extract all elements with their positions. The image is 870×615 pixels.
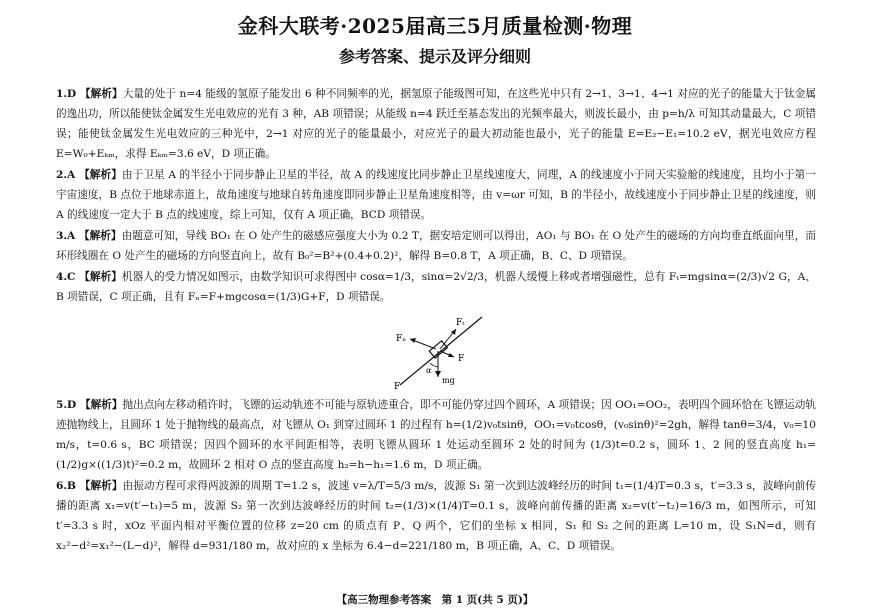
answer-item-6 bbox=[56, 476, 816, 556]
page-footer: 【高三物理参考答案 第 1 页(共 5 页)】 bbox=[336, 594, 534, 606]
answer-body bbox=[56, 84, 816, 556]
answer-tag: 2.A 【解析】 bbox=[56, 169, 122, 181]
answer-item-2 bbox=[56, 165, 816, 225]
figure-label-alpha: α bbox=[426, 366, 432, 375]
answer-tag: 3.A 【解析】 bbox=[56, 230, 122, 242]
figure-label-f-bottom: F bbox=[394, 382, 401, 391]
answer-tag: 4.C 【解析】 bbox=[56, 271, 122, 283]
answer-tag: 1.D 【解析】 bbox=[56, 88, 123, 100]
figure-label-fn: Fₙ bbox=[396, 334, 407, 344]
page-title: 金科大联考·2025届高三5月质量检测·物理 bbox=[237, 14, 633, 38]
answer-item-1 bbox=[56, 84, 816, 164]
page-subtitle: 参考答案、提示及评分细则 bbox=[338, 47, 531, 66]
answer-tag: 6.B 【解析】 bbox=[56, 480, 123, 492]
arrow-head bbox=[435, 371, 441, 377]
answer-text: 由振动方程可求得两波源的周期 T=1.2 s，波速 v=λ/T=5/3 m/s，波源 S₁ 第一次到达波峰经历的时间 t₁=(1/4)T=0.3 s，t′=3.3 s，波峰向前传播的距离 x₁=v(t′−t₁)=5 m，波源 S₂ 第一次到达波峰经历的时间 t₂=(1/3)×(1/4)T=0.1 s，波峰向前传播的距离 x₂=v(t′−t₂)=16/3 m，如图所示，可知 t′=3.3 s 时，xOz 平面内相对平衡位置的位移 z=20 cm 的质点有 P、Q 两个，它们的坐标 x 相同，S₁ 和 S₂ 之间的距离 L=10 m，设 S₁N=d，则有 x₂²−d²=x₁²−(L−d)²，解得 d=931/180 m，故对应的 x 坐标为 6.4−d=221/180 m，B 项正确，A、C、D 项错误。 bbox=[56, 480, 817, 552]
force-diagram bbox=[56, 309, 816, 393]
figure-label-ft: Fₜ bbox=[456, 318, 465, 328]
force-diagram-svg bbox=[386, 311, 496, 391]
figure-label-mg: mg bbox=[442, 376, 455, 385]
answer-item-5 bbox=[56, 395, 816, 475]
answer-text: 抛出点向左移动稍许时，飞镖的运动轨迹不可能与原轨迹重合，即不可能仍穿过四个圆环，A 项错误；因 OO₁=OO₂，表明四个圆环恰在飞镖运动轨迹抛物线上，且圆环 1 处于抛物线的最高点，对飞镖从 O₁ 到穿过圆环 1 的过程有 h=(1/2)v₀tsinθ，OO₁=v₀tcosθ，(v₀sinθ)²=2gh，解得 tanθ=3/4，v₀=10 m/s，t=0.6 s，BC 项错误；因四个圆环的水平间距相等，表明飞镖从圆环 1 处运动至圆环 2 处的时间为 (1/3)t=0.2 s，圆环 1、2 间的竖直高度 h₁=(1/2)g×((1/3)t)²=0.2 m，故圆环 2 相对 O 点的竖直高度 h₂=h−h₁=1.6 m，D 项正确。 bbox=[56, 399, 816, 471]
figure-label-f: F bbox=[458, 354, 465, 364]
answer-text: 机器人的受力情况如图示，由数学知识可求得图中 cosα=1/3，sinα=2√2/3，机器人缓慢上移或者增强磁性，总有 Fₜ=mgsinα=(2/3)√2 G，A、B 项错误，C 项正确，且有 Fₙ=F+mgcosα=(1/3)G+F，D 项错误。 bbox=[56, 271, 817, 303]
answer-text: 由题意可知，导线 BO₁ 在 O 处产生的磁感应强度大小为 0.2 T，据安培定则可以得出，AO₁ 与 BO₁ 在 O 处产生的磁场的方向均垂直纸面向里，而环形线圈在 O 处产生的磁场的方向竖直向上，故有 B₀²=B²+(0.4+0.2)²，解得 B=0.8 T，A 项正确，B、C、D 项错误。 bbox=[56, 230, 817, 262]
answer-text: 由于卫星 A 的半径小于同步静止卫星的半径，故 A 的线速度比同步静止卫星线速度大，同理，A 的线速度小于同天实验舱的线速度，且均小于第一宇宙速度，B 点位于地球赤道上，故角速度与地球自转角速度即同步静止卫星角速度相等，由 v=ωr 可知，B 的半径小，故线速度小于同步静止卫星的线速度，则 A 的线速度一定大于 B 点的线速度，综上可知，仅有 A 项正确，BCD 项错误。 bbox=[56, 169, 816, 221]
answer-tag: 5.D 【解析】 bbox=[56, 399, 123, 411]
answer-item-3 bbox=[56, 226, 816, 266]
answer-item-4 bbox=[56, 267, 816, 307]
answer-text: 大量的处于 n=4 能级的氢原子能发出 6 种不同频率的光，据氢原子能级图可知，在这些光中只有 2→1、3→1、4→1 对应的光子的能量大于钛金属的逸出功，所以能使钛金属发生光电效应的光有 3 种，AB 项错误；从能级 n=4 跃迁至基态发出的光频率最大，则波长最小，由 p=h/λ 可知其动量最大，C 项错误；能使钛金属发生光电效应的三种光中，2→1 对应的光子的能量最小，对应光子的最大初动能也最小，光子的能量 E=E₂−E₁=10.2 eV，据光电效应方程 E=W₀+Eₖₘ，求得 Eₖₘ=3.6 eV，D 项正确。 bbox=[56, 88, 816, 160]
